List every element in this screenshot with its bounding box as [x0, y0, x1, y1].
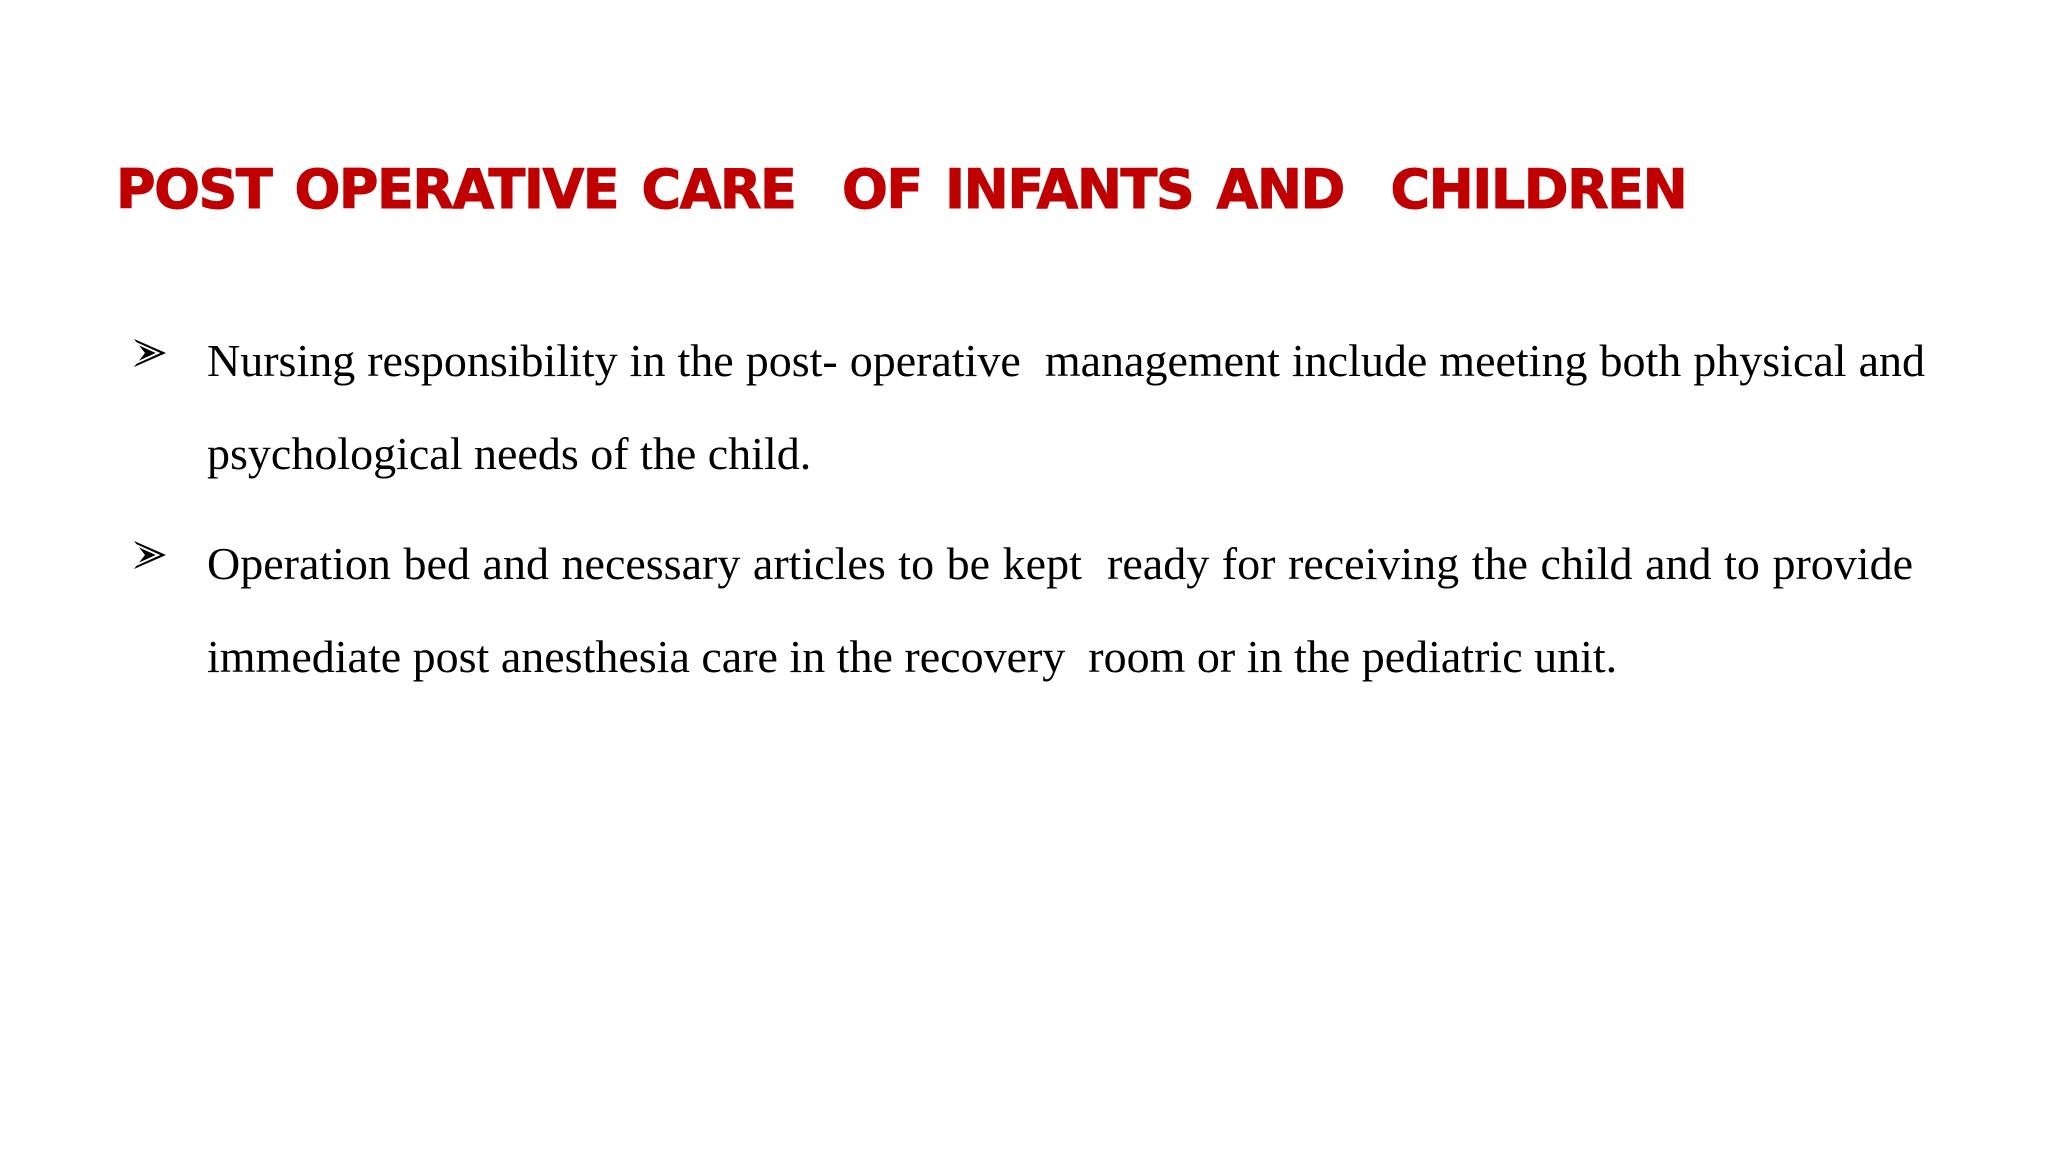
slide-title: POST OPERATIVE CARE OF INFANTS AND CHILDREN	[116, 158, 1687, 221]
bullet-text-1: Nursing responsibility in the post- operative management include meeting both physical and psychological needs of the child.	[207, 335, 1948, 479]
arrowhead-bullet-icon	[133, 540, 167, 570]
bullet-text-2: Operation bed and necessary articles to be kept ready for receiving the child and to provide immediate post anesthesia care in the recovery room or in the pediatric unit.	[207, 538, 1936, 682]
arrowhead-bullet-icon	[133, 338, 167, 368]
